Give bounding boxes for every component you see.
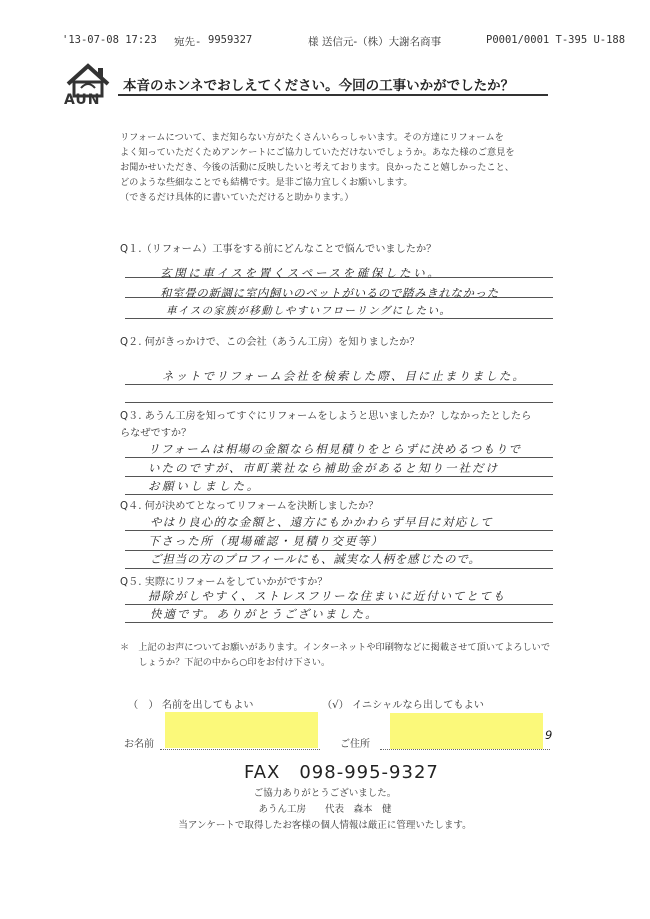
intro-line: （できるだけ具体的に書いていただけると助かります。） [120,192,354,203]
answer-line [125,568,553,569]
title-underline [118,94,548,96]
option-initial-ok[interactable] [322,696,484,711]
note-line: ＊ 上記のお声についてお願いがあります。インターネットや印刷物などに掲載させて頂いてよろしいで [120,642,551,653]
answer-5-line-1: 掃除がしやすく、ストレスフリーな住まいに近付いてとても [148,589,507,603]
name-underline [160,749,320,750]
address-underline [380,749,550,750]
privacy-notice: 当アンケートで取得したお客様の個人情報は厳正に管理いたします。 [178,820,472,831]
answer-line [125,384,553,385]
checkbox-initial-ok[interactable]: （√） [322,700,349,711]
answer-line [125,318,553,319]
name-label: お名前 [124,739,154,750]
answer-4-line-3: ご担当の方のプロフィールにも、誠実な人柄を感じたので。 [150,552,481,566]
note-line: しょうか？下記の中から○印をお付け下さい。 [120,657,331,668]
publication-note [120,640,560,670]
fax-to-label: 宛先- [174,36,202,48]
answer-2-line-1: ネットでリフォーム会社を検索した際、目に止まりました。 [162,369,526,383]
company-signature: あうん工房 代表 森本 健 [258,804,392,815]
address-label: ご住所 [340,739,370,750]
intro-text [120,130,560,205]
option-initial-ok-label: イニシャルなら出してもよい [352,700,484,711]
fax-number: FAX 098-995-9327 [244,762,439,783]
fax-to-number: 9959327 [208,34,253,46]
address-suffix: 9 [545,728,553,742]
question-5: Q５. 実際にリフォームをしていかがですか？ [120,577,328,588]
answer-line [125,530,553,531]
fax-date: '13-07-08 17:23 [62,34,157,46]
answer-line [125,476,553,477]
intro-line: よく知っていただくためアンケートにご協力していただけないでしょうか。あなた様のご意見を [120,147,515,158]
answer-line [125,622,553,623]
answer-line [125,402,553,403]
checkbox-name-ok[interactable]: （ ） [128,700,159,711]
thanks-text: ご協力ありがとうございました。 [253,788,397,799]
intro-line: お聞かせいただき、今後の活動に反映したいと考えております。良かったこと嬉しかったこと、 [120,162,514,173]
page-title: 本音のホンネでおしえてください。今回の工事いかがでしたか？ [123,78,515,94]
intro-line: どのような些細なことでも結構です。是非ご協力宜しくお願いします。 [120,177,413,188]
answer-3-line-1: リフォームは相場の金額なら相見積りをとらずに決めるつもりで [148,442,522,456]
question-3: Q３. あうん工房を知ってすぐにリフォームをしようと思いましたか？しなかったとしたら [120,411,532,422]
answer-5-line-2: 快適です。ありがとうございました。 [150,607,379,621]
answer-4-line-2: 下さった所（現場確認・見積り交更等） [148,534,384,548]
fax-from: 様 送信元-（株）大謝名商事 [308,36,442,48]
question-1: Q１.（リフォーム）工事をする前にどんなことで悩んでいましたか？ [120,244,437,255]
answer-1-line-3: 車イスの家族が移動しやすいフローリングにしたい。 [166,305,452,317]
address-redaction [390,713,543,749]
answer-1-line-1: 玄関に車イスを置くスペースを確保したい。 [160,266,442,280]
fax-page-info: P0001/0001 T-395 U-188 [486,34,626,46]
option-name-ok-label: 名前を出してもよい [161,700,254,711]
answer-line [125,457,553,458]
intro-line: リフォームについて、まだ知らない方がたくさんいらっしゃいます。その方達にリフォームを [120,132,504,143]
answer-3-line-3: お願いしました。 [148,479,261,493]
answer-1-line-2: 和室畳の新調に室内飼いのペットがいるので踏みきれなかった [160,286,499,300]
option-name-ok[interactable] [128,696,254,711]
name-redaction [165,712,318,748]
answer-line [125,494,553,495]
question-2: Q２. 何がきっかけで、この会社（あうん工房）を知りましたか？ [120,337,420,348]
answer-line [125,604,553,605]
question-4: Q４. 何が決めてとなってリフォームを決断しましたか？ [120,501,379,512]
question-3-continued: らなぜですか？ [120,428,192,439]
logo-text: AUN [64,92,101,108]
answer-3-line-2: いたのですが、市町業社なら補助金があると知り一社だけ [148,461,499,475]
answer-4-line-1: やはり良心的な金額と、遠方にもかかわらず早目に対応して [150,515,493,529]
